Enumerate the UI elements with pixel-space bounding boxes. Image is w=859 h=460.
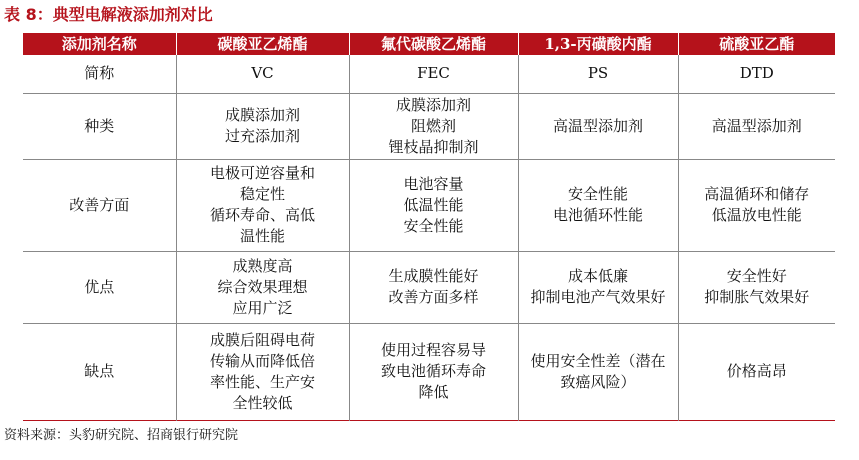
cell-line: FEC — [417, 64, 450, 83]
table-cell — [518, 159, 678, 251]
cell-line: 安全性能 — [403, 216, 464, 235]
table-cell — [518, 55, 678, 93]
cell-line: 安全性能 — [567, 185, 628, 203]
cell-line: 抑制电池产气效果好 — [530, 288, 666, 306]
cell-line: 全性较低 — [232, 393, 293, 412]
table-cell — [349, 251, 518, 323]
cell-line: 电池容量 — [403, 174, 464, 193]
table-cell — [518, 323, 678, 420]
table-cell — [678, 55, 835, 93]
cell-line: 传输从而降低倍 — [209, 351, 315, 370]
cell-line: 成熟度高 — [232, 256, 293, 275]
cell-line: 抑制胀气效果好 — [704, 288, 810, 306]
cell-line: 使用过程容易导 — [380, 341, 486, 359]
cell-line: 锂枝晶抑制剂 — [388, 137, 479, 156]
table-title: 表 8：典型电解液添加剂对比 — [4, 5, 213, 24]
table-cell — [349, 159, 518, 251]
cell-line: 稳定性 — [239, 185, 285, 203]
cell-line: 改善方面多样 — [388, 288, 479, 306]
table-cell — [176, 159, 349, 251]
cell-line: DTD — [739, 64, 774, 83]
column-header: 碳酸亚乙烯酯 — [176, 33, 349, 55]
table-row — [23, 251, 835, 323]
cell-line: 成膜后阻碍电荷 — [209, 330, 315, 349]
row-label: 优点 — [84, 277, 115, 296]
table-cell — [349, 323, 518, 420]
cell-line: 电极可逆容量和 — [209, 164, 315, 182]
table-cell — [176, 55, 349, 93]
cell-line: VC — [251, 64, 274, 83]
cell-line: 阻燃剂 — [410, 116, 456, 135]
cell-line: PS — [587, 64, 609, 83]
header-row — [23, 33, 835, 55]
cell-line: 率性能、生产安 — [209, 372, 315, 391]
table-cell — [349, 93, 518, 159]
table-cell — [518, 93, 678, 159]
cell-line: 成本低廉 — [567, 267, 628, 285]
cell-line: 价格高昂 — [726, 362, 787, 380]
cell-line: 低温性能 — [403, 195, 464, 214]
row-label: 种类 — [84, 116, 115, 135]
row-label: 简称 — [84, 64, 115, 83]
table-row — [23, 323, 835, 420]
cell-line: 生成膜性能好 — [388, 267, 479, 285]
cell-line: 循环寿命、高低 — [209, 206, 315, 224]
table-cell — [678, 323, 835, 420]
cell-line: 低温放电性能 — [711, 206, 802, 224]
table-cell — [678, 93, 835, 159]
additive-comparison-table — [23, 33, 835, 421]
row-label: 改善方面 — [69, 195, 130, 214]
cell-line: 高温循环和储存 — [704, 185, 810, 203]
table-cell — [678, 159, 835, 251]
cell-line: 致电池循环寿命 — [380, 362, 486, 380]
row-label: 缺点 — [84, 362, 115, 380]
table-row — [23, 93, 835, 159]
cell-line: 使用安全性差（潜在 — [530, 351, 666, 370]
cell-line: 致癌风险） — [560, 372, 636, 391]
cell-line: 高温型添加剂 — [552, 116, 643, 135]
column-header: 硫酸亚乙酯 — [678, 33, 835, 55]
table-cell — [176, 323, 349, 420]
table-cell — [176, 93, 349, 159]
column-header: 1,3-丙磺酸内酯 — [518, 33, 678, 55]
cell-line: 应用广泛 — [232, 298, 293, 317]
cell-line: 成膜添加剂 — [224, 106, 300, 124]
table-cell — [518, 251, 678, 323]
table-cell — [349, 55, 518, 93]
table-cell — [678, 251, 835, 323]
table-cell — [176, 251, 349, 323]
cell-line: 过充添加剂 — [224, 127, 300, 145]
cell-line: 综合效果理想 — [217, 277, 308, 296]
cell-line: 降低 — [418, 383, 449, 401]
cell-line: 成膜添加剂 — [395, 95, 471, 114]
column-header: 氟代碳酸乙烯酯 — [349, 33, 518, 55]
cell-line: 安全性好 — [726, 267, 787, 285]
table-row — [23, 55, 835, 93]
column-header: 添加剂名称 — [23, 33, 176, 55]
source-note: 资料来源：头豹研究院、招商银行研究院 — [4, 428, 239, 443]
cell-line: 高温型添加剂 — [711, 116, 802, 135]
cell-line: 电池循环性能 — [552, 206, 643, 224]
table-row — [23, 159, 835, 251]
cell-line: 温性能 — [239, 227, 285, 245]
